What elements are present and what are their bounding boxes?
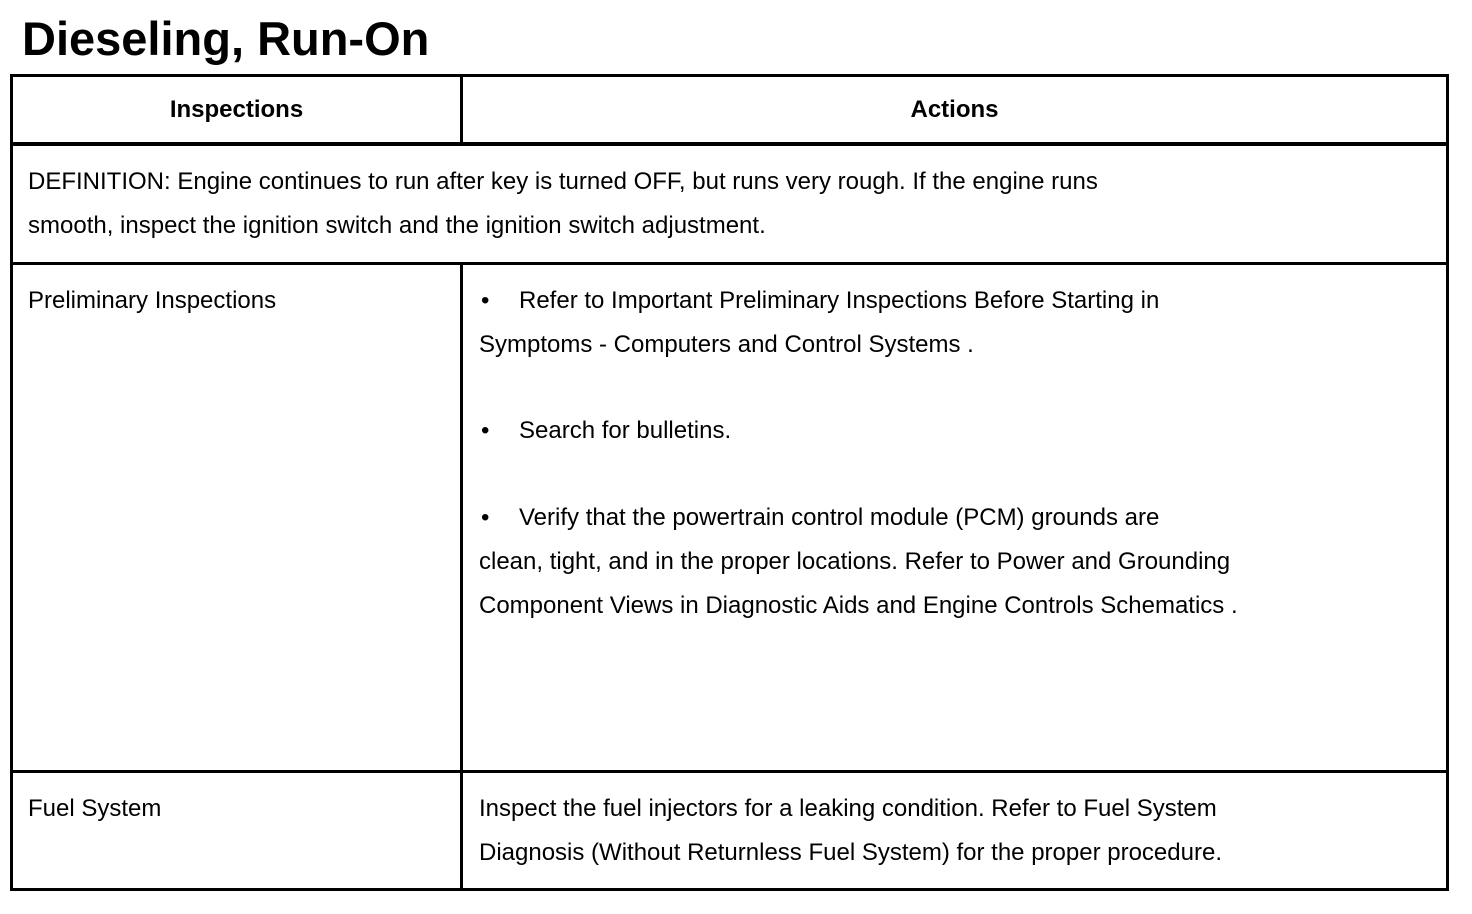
fuel-action-line-1: Inspect the fuel injectors for a leaking condition. Refer to Fuel System	[479, 795, 1217, 822]
bullet-icon: •	[481, 287, 490, 314]
action-item-1-line-2: Symptoms - Computers and Control Systems .	[479, 331, 974, 358]
action-item-1-line-1: Refer to Important Preliminary Inspections Before Starting in	[519, 287, 1160, 314]
inspection-preliminary: Preliminary Inspections	[28, 287, 277, 314]
action-item-2-line-1: Search for bulletins.	[519, 417, 732, 444]
action-item-3-line-3: Component Views in Diagnostic Aids and Engine Controls Schematics .	[479, 592, 1238, 619]
fuel-action-line-2: Diagnosis (Without Returnless Fuel System) for the proper procedure.	[479, 839, 1222, 866]
inspection-fuel-system: Fuel System	[28, 795, 162, 822]
definition-divider	[10, 262, 1449, 265]
definition-text-line-2: smooth, inspect the ignition switch and the ignition switch adjustment.	[28, 212, 766, 239]
table-border-bottom	[10, 888, 1449, 891]
definition-text-line-1: DEFINITION: Engine continues to run after key is turned OFF, but runs very rough. If the engine runs	[28, 168, 1098, 195]
bullet-icon: •	[481, 417, 490, 444]
page-title: Dieseling, Run-On	[22, 12, 430, 65]
table-border-right	[1446, 74, 1449, 891]
action-item-3-line-1: Verify that the powertrain control module (PCM) grounds are	[519, 504, 1160, 531]
action-item-3-line-2: clean, tight, and in the proper locations. Refer to Power and Grounding	[479, 548, 1231, 575]
header-inspections: Inspections	[169, 96, 304, 123]
table-border-left	[10, 74, 13, 891]
row-divider	[10, 770, 1449, 773]
header-divider	[10, 142, 1449, 146]
column-divider-body	[460, 262, 463, 891]
header-actions: Actions	[910, 96, 999, 123]
bullet-icon: •	[481, 504, 490, 531]
table-border-top	[10, 74, 1449, 77]
